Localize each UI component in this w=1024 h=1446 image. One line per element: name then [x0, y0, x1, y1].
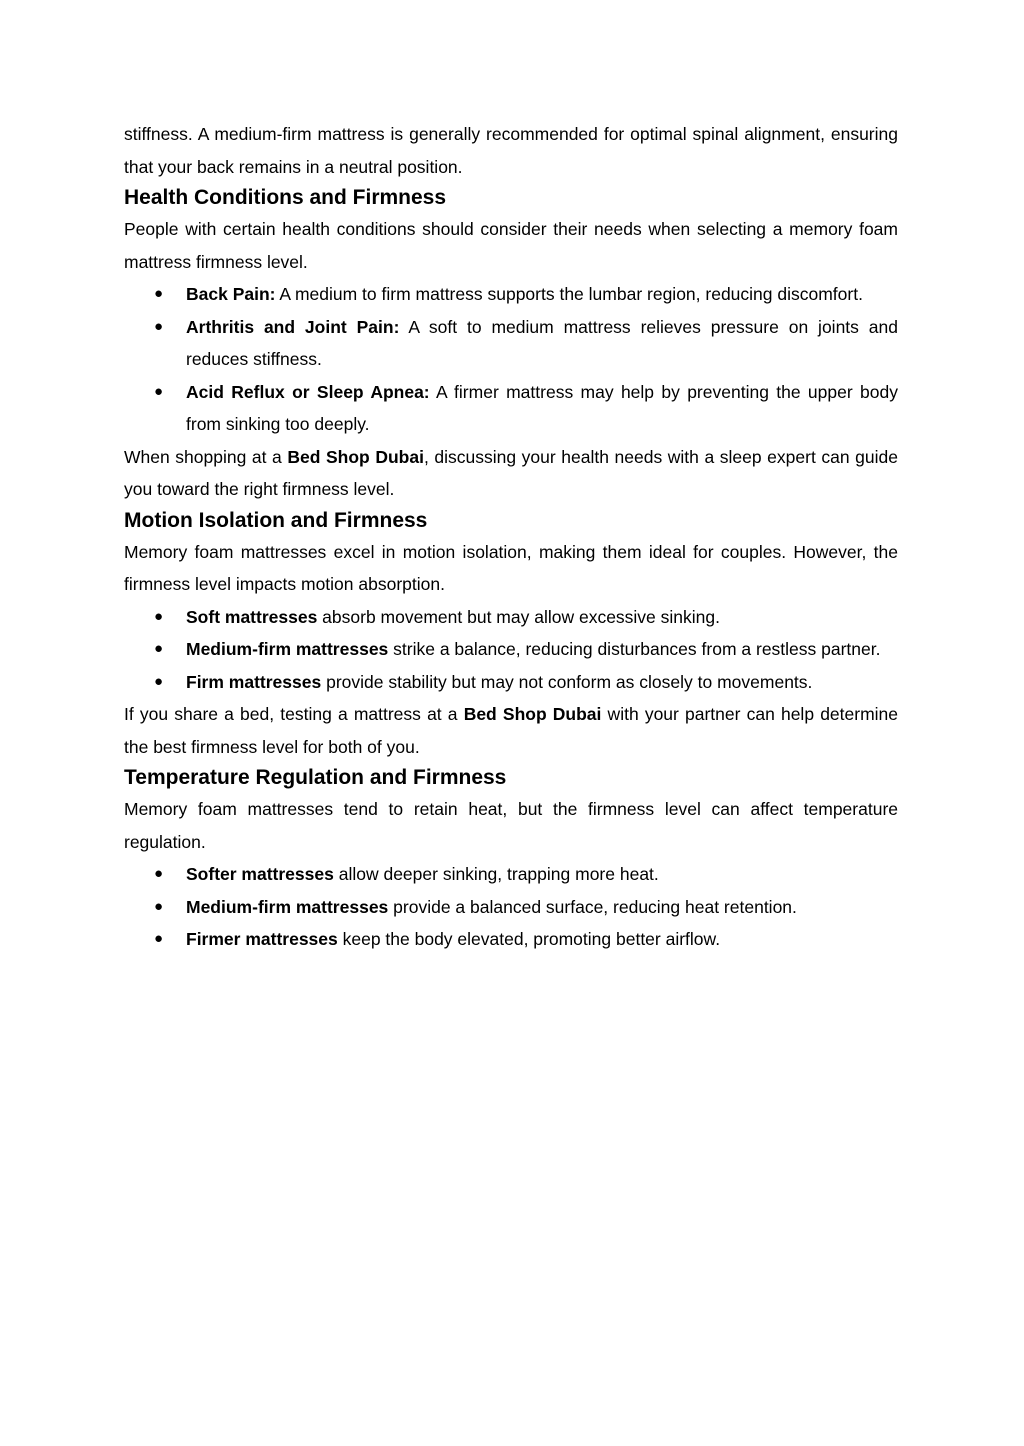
- section-heading: Health Conditions and Firmness: [124, 186, 447, 209]
- closing-text-post: , discussing your health needs with a sleep expert can guide you toward the right firmness level.: [124, 446, 898, 499]
- list-item: [124, 923, 898, 956]
- list-item-text: strike a balance, reducing disturbances from a restless partner.: [388, 639, 881, 659]
- section-paragraph: Memory foam mattresses tend to retain heat, but the firmness level can affect temperature regulation.: [124, 799, 898, 852]
- list-item-text: absorb movement but may allow excessive sinking.: [317, 606, 720, 627]
- document-page: [124, 118, 898, 956]
- list-item: [124, 601, 898, 634]
- list-item-text: keep the body elevated, promoting better airflow.: [337, 929, 721, 949]
- list-item: [124, 311, 898, 376]
- bullet-icon: ●: [154, 285, 164, 302]
- list-item: [124, 858, 898, 891]
- list-item-text: A medium to firm mattress supports the lumbar region, reducing discomfort.: [275, 284, 863, 304]
- bullet-list: [124, 601, 898, 699]
- list-item-term: Back Pain:: [186, 284, 276, 304]
- list-item: [124, 666, 898, 699]
- list-item-term: Medium-firm mattresses: [186, 639, 389, 659]
- list-item: [124, 633, 898, 666]
- closing-paragraph: [124, 698, 898, 763]
- section-paragraph: Memory foam mattresses excel in motion isolation, making them ideal for couples. However, the firmness level impacts motion absorption.: [124, 541, 898, 594]
- list-item-text: A soft to medium mattress relieves pressure on joints and reduces stiffness.: [186, 316, 898, 369]
- list-item-term: Medium-firm mattresses: [186, 896, 389, 917]
- intro-paragraph: stiffness. A medium-firm mattress is generally recommended for optimal spinal alignment, ensuring that your back remains in a neutral position.: [124, 124, 898, 177]
- list-item: [124, 376, 898, 441]
- store-name: Bed Shop Dubai: [287, 446, 424, 467]
- section-heading: Temperature Regulation and Firmness: [124, 766, 507, 789]
- list-item-text: allow deeper sinking, trapping more heat.: [333, 864, 659, 884]
- list-item-text: A firmer mattress may help by preventing the upper body from sinking too deeply.: [186, 381, 898, 434]
- list-item-term: Softer mattresses: [186, 864, 334, 884]
- closing-text-post: with your partner can help determine the best firmness level for both of you.: [124, 704, 899, 757]
- closing-text-pre: When shopping at a: [124, 446, 288, 467]
- list-item: [124, 891, 898, 924]
- bullet-list: [124, 858, 898, 956]
- bullet-icon: ●: [154, 897, 164, 915]
- bullet-icon: ●: [154, 865, 164, 882]
- list-item-term: Arthritis and Joint Pain:: [186, 316, 400, 337]
- list-item-term: Acid Reflux or Sleep Apnea:: [186, 381, 430, 402]
- closing-text-pre: If you share a bed, testing a mattress at a: [124, 704, 464, 724]
- list-item-term: Soft mattresses: [186, 606, 318, 627]
- bullet-icon: ●: [154, 930, 164, 947]
- list-item-text: provide stability but may not conform as closely to movements.: [321, 671, 813, 692]
- list-item-term: Firmer mattresses: [186, 929, 338, 949]
- list-item-term: Firm mattresses: [186, 671, 322, 692]
- bullet-icon: ●: [154, 672, 164, 690]
- bullet-icon: ●: [154, 382, 164, 400]
- section-heading: Motion Isolation and Firmness: [124, 508, 428, 532]
- bullet-list: [124, 278, 898, 441]
- list-item-text: provide a balanced surface, reducing heat retention.: [388, 896, 797, 917]
- section-paragraph: People with certain health conditions should consider their needs when selecting a memory foam mattress firmness level.: [124, 219, 898, 272]
- bullet-icon: ●: [154, 607, 164, 625]
- closing-paragraph: [124, 441, 898, 506]
- list-item: [124, 278, 898, 311]
- bullet-icon: ●: [154, 317, 164, 335]
- store-name: Bed Shop Dubai: [463, 704, 602, 724]
- bullet-icon: ●: [154, 640, 164, 657]
